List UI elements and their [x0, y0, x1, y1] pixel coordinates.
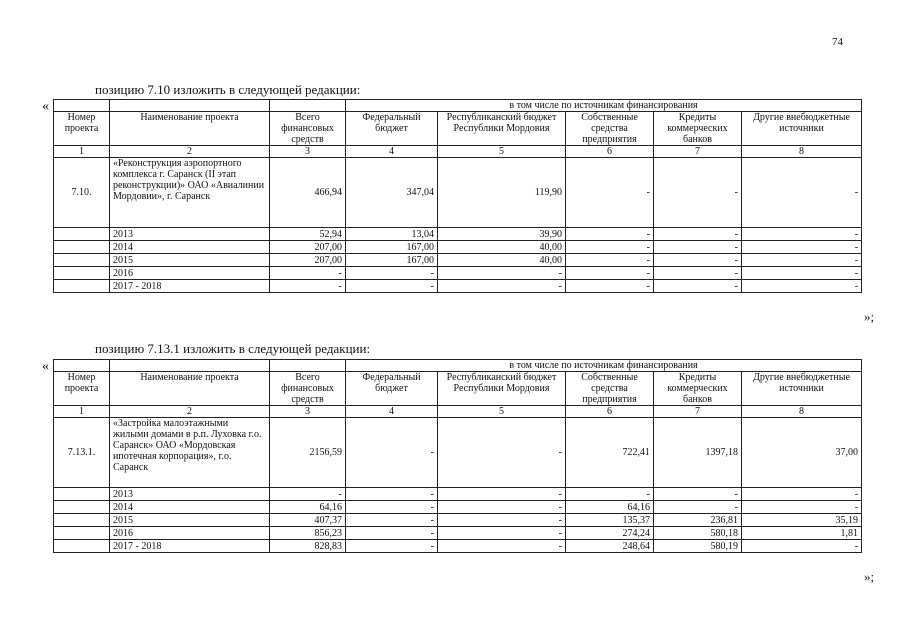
- credits-cell: -: [654, 267, 742, 280]
- other-cell: -: [742, 540, 862, 553]
- project-number: 7.13.1.: [54, 418, 110, 488]
- col-number-header: Номер проекта: [54, 372, 110, 406]
- year-row: [54, 527, 862, 540]
- own-cell: -: [566, 488, 654, 501]
- section-intro: позицию 7.10 изложить в следующей редакции:: [95, 82, 361, 97]
- year-label: 2016: [110, 267, 270, 280]
- other-cell: -: [742, 267, 862, 280]
- project-row: [54, 158, 862, 228]
- federal-cell: -: [346, 418, 438, 488]
- financing-sources-header: в том числе по источникам финансирования: [346, 100, 862, 112]
- col-total-header: Всего финансовых средств: [270, 372, 346, 406]
- republic-cell: -: [438, 267, 566, 280]
- republic-cell: 39,90: [438, 228, 566, 241]
- federal-cell: 347,04: [346, 158, 438, 228]
- own-cell: 248,64: [566, 540, 654, 553]
- year-label: 2014: [110, 241, 270, 254]
- total-cell: 407,37: [270, 514, 346, 527]
- col-own-header: Собственные средства предприятия: [566, 372, 654, 406]
- year-row: [54, 540, 862, 553]
- credits-cell: 236,81: [654, 514, 742, 527]
- republic-cell: 119,90: [438, 158, 566, 228]
- republic-cell: -: [438, 527, 566, 540]
- federal-cell: -: [346, 514, 438, 527]
- col-number-index: 1: [54, 146, 110, 158]
- year-row: [54, 267, 862, 280]
- other-cell: -: [742, 228, 862, 241]
- year-row: [54, 241, 862, 254]
- col-number-index: 6: [566, 146, 654, 158]
- open-quote: «: [42, 359, 49, 374]
- col-federal-header: Федеральный бюджет: [346, 112, 438, 146]
- federal-cell: -: [346, 267, 438, 280]
- col-number-index: 8: [742, 406, 862, 418]
- other-cell: -: [742, 158, 862, 228]
- project-name: «Застройка малоэтажными жилыми домами в р.п. Луховка г.о. Саранск» ОАО «Мордовская ипотечная корпорация», г.о. Саранск: [110, 418, 270, 488]
- republic-cell: 40,00: [438, 241, 566, 254]
- col-name-header: Наименование проекта: [110, 112, 270, 146]
- republic-cell: -: [438, 501, 566, 514]
- col-number-index: 5: [438, 406, 566, 418]
- col-number-index: 2: [110, 146, 270, 158]
- financing-sources-header: в том числе по источникам финансирования: [346, 360, 862, 372]
- col-name-header: Наименование проекта: [110, 372, 270, 406]
- financing-table: [53, 359, 862, 553]
- credits-cell: -: [654, 254, 742, 267]
- total-cell: -: [270, 280, 346, 293]
- col-other-header: Другие внебюджетные источники: [742, 112, 862, 146]
- year-label: 2017 - 2018: [110, 540, 270, 553]
- financing-table: [53, 99, 862, 293]
- republic-cell: -: [438, 280, 566, 293]
- federal-cell: -: [346, 280, 438, 293]
- col-republic-header: Республиканский бюджет Республики Мордовия: [438, 372, 566, 406]
- credits-cell: 1397,18: [654, 418, 742, 488]
- other-cell: -: [742, 254, 862, 267]
- own-cell: -: [566, 267, 654, 280]
- credits-cell: 580,18: [654, 527, 742, 540]
- year-label: 2014: [110, 501, 270, 514]
- credits-cell: 580,19: [654, 540, 742, 553]
- federal-cell: 167,00: [346, 254, 438, 267]
- credits-cell: -: [654, 158, 742, 228]
- year-label: 2017 - 2018: [110, 280, 270, 293]
- year-label: 2016: [110, 527, 270, 540]
- col-number-index: 4: [346, 406, 438, 418]
- col-number-index: 7: [654, 146, 742, 158]
- col-number-index: 8: [742, 146, 862, 158]
- credits-cell: -: [654, 280, 742, 293]
- project-row: [54, 418, 862, 488]
- other-cell: -: [742, 280, 862, 293]
- year-label: 2015: [110, 514, 270, 527]
- col-number-header: Номер проекта: [54, 112, 110, 146]
- close-quote: »;: [864, 569, 875, 584]
- year-row: [54, 488, 862, 501]
- own-cell: 64,16: [566, 501, 654, 514]
- own-cell: -: [566, 254, 654, 267]
- col-other-header: Другие внебюджетные источники: [742, 372, 862, 406]
- col-number-index: 7: [654, 406, 742, 418]
- project-name: «Реконструкция аэропортного комплекса г. Саранск (II этап реконструкции)» ОАО «Авиалинии Мордовии», г. Саранск: [110, 158, 270, 228]
- credits-cell: -: [654, 488, 742, 501]
- project-number: 7.10.: [54, 158, 110, 228]
- col-number-index: 5: [438, 146, 566, 158]
- own-cell: -: [566, 228, 654, 241]
- republic-cell: -: [438, 418, 566, 488]
- col-number-index: 3: [270, 146, 346, 158]
- year-label: 2013: [110, 228, 270, 241]
- total-cell: 207,00: [270, 241, 346, 254]
- col-federal-header: Федеральный бюджет: [346, 372, 438, 406]
- year-row: [54, 514, 862, 527]
- other-cell: 1,81: [742, 527, 862, 540]
- page-number: 74: [832, 36, 843, 48]
- col-own-header: Собственные средства предприятия: [566, 112, 654, 146]
- total-cell: 207,00: [270, 254, 346, 267]
- total-cell: -: [270, 488, 346, 501]
- year-label: 2015: [110, 254, 270, 267]
- other-cell: -: [742, 241, 862, 254]
- credits-cell: -: [654, 501, 742, 514]
- year-row: [54, 254, 862, 267]
- total-cell: 2156,59: [270, 418, 346, 488]
- total-cell: 466,94: [270, 158, 346, 228]
- year-row: [54, 228, 862, 241]
- federal-cell: 13,04: [346, 228, 438, 241]
- credits-cell: -: [654, 228, 742, 241]
- federal-cell: -: [346, 488, 438, 501]
- open-quote: «: [42, 99, 49, 114]
- federal-cell: -: [346, 540, 438, 553]
- year-label: 2013: [110, 488, 270, 501]
- own-cell: -: [566, 158, 654, 228]
- col-credits-header: Кредиты коммерческих банков: [654, 372, 742, 406]
- republic-cell: -: [438, 488, 566, 501]
- total-cell: 828,83: [270, 540, 346, 553]
- col-number-index: 3: [270, 406, 346, 418]
- own-cell: 722,41: [566, 418, 654, 488]
- other-cell: 37,00: [742, 418, 862, 488]
- republic-cell: 40,00: [438, 254, 566, 267]
- federal-cell: -: [346, 527, 438, 540]
- other-cell: 35,19: [742, 514, 862, 527]
- republic-cell: -: [438, 514, 566, 527]
- col-number-index: 6: [566, 406, 654, 418]
- col-number-index: 2: [110, 406, 270, 418]
- other-cell: -: [742, 501, 862, 514]
- own-cell: 274,24: [566, 527, 654, 540]
- col-total-header: Всего финансовых средств: [270, 112, 346, 146]
- section-intro: позицию 7.13.1 изложить в следующей редакции:: [95, 341, 371, 356]
- credits-cell: -: [654, 241, 742, 254]
- col-republic-header: Республиканский бюджет Республики Мордовия: [438, 112, 566, 146]
- total-cell: 856,23: [270, 527, 346, 540]
- own-cell: -: [566, 241, 654, 254]
- total-cell: -: [270, 267, 346, 280]
- own-cell: -: [566, 280, 654, 293]
- col-number-index: 4: [346, 146, 438, 158]
- col-number-index: 1: [54, 406, 110, 418]
- own-cell: 135,37: [566, 514, 654, 527]
- republic-cell: -: [438, 540, 566, 553]
- year-row: [54, 280, 862, 293]
- federal-cell: 167,00: [346, 241, 438, 254]
- federal-cell: -: [346, 501, 438, 514]
- col-credits-header: Кредиты коммерческих банков: [654, 112, 742, 146]
- year-row: [54, 501, 862, 514]
- other-cell: -: [742, 488, 862, 501]
- total-cell: 52,94: [270, 228, 346, 241]
- total-cell: 64,16: [270, 501, 346, 514]
- close-quote: »;: [864, 309, 875, 324]
